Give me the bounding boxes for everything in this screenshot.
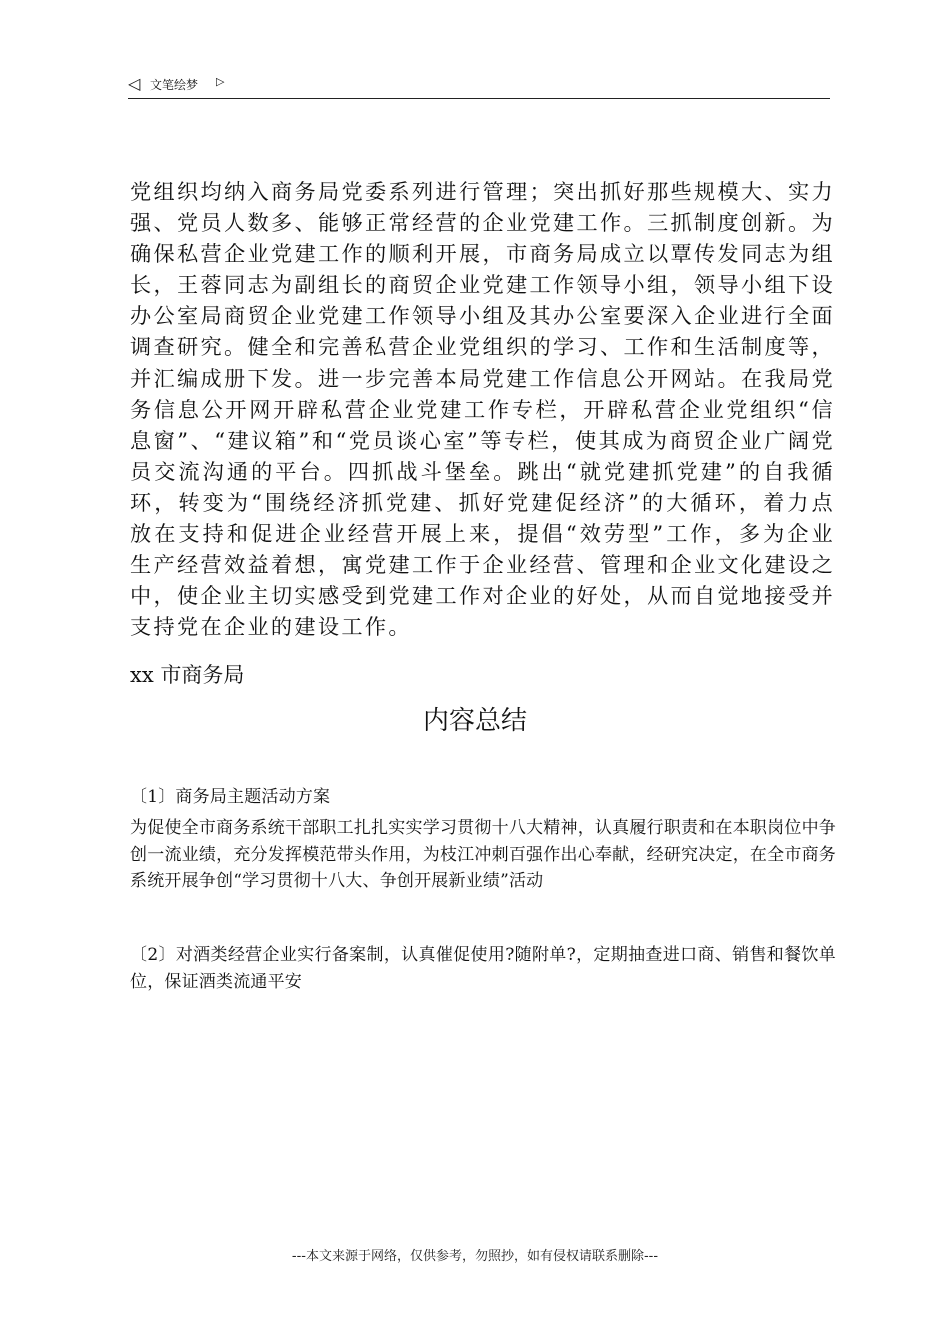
left-triangle-icon: ◁ <box>128 74 141 93</box>
summary-item-2: 〔2〕对酒类经营企业实行备案制，认真催促使用?随附单?，定期抽查进口商、销售和餐饮单位，保证酒类流通平安 <box>130 945 836 992</box>
right-triangle-icon: ▷ <box>216 75 225 88</box>
footer-notice: ---本文来源于网络，仅供参考，勿照抄，如有侵权请联系删除--- <box>291 1249 659 1264</box>
summary-item-1-body: 为促使全市商务系统干部职工扎扎实实学习贯彻十八大精神，认真履行职责和在本职岗位中争创一流业绩，充分发挥模范带头作用，为枝江冲刺百强作出心奉献，经研究决定，在全市商务系统开展争创“学习贯彻十八大、争创开展新业绩”活动 <box>130 818 836 891</box>
body-paragraph: 党组织均纳入商务局党委系列进行管理；突出抓好那些规模大、实力强、党员人数多、能够正常经营的企业党建工作。三抓制度创新。为确保私营企业党建工作的顺利开展，市商务局成立以覃传发同志为组长，王蓉同志为副组长的商贸企业党建工作领导小组，领导小组下设办公室局商贸企业党建工作领导小组及其办公室要深入企业进行全面调查研究。健全和完善私营企业党组织的学习、工作和生活制度等，并汇编成册下发。进一步完善本局党建工作信息公开网站。在我局党务信息公开网开辟私营企业党建工作专栏，开辟私营企业党组织“信息窗”、“建议箱”和“党员谈心室”等专栏，使其成为商贸企业广阔党员交流沟通的平台。四抓战斗堡垒。跳出“就党建抓党建”的自我循环，转变为“围绕经济抓党建、抓好党建促经济”的大循环，着力点放在支持和促进企业经营开展上来，提倡“效劳型”工作，多为企业生产经营效益着想，寓党建工作于企业经营、管理和企业文化建设之中，使企业主切实感受到党建工作对企业的好处，从而自觉地接受并支持党在企业的建设工作。 <box>130 179 835 640</box>
header-brand: 文笔绘梦 <box>150 78 199 92</box>
summary-title: 内容总结 <box>422 706 527 736</box>
summary-item-1-title: 〔1〕商务局主题活动方案 <box>130 787 331 807</box>
signature: xx 市商务局 <box>130 663 245 687</box>
page-header <box>128 74 830 99</box>
